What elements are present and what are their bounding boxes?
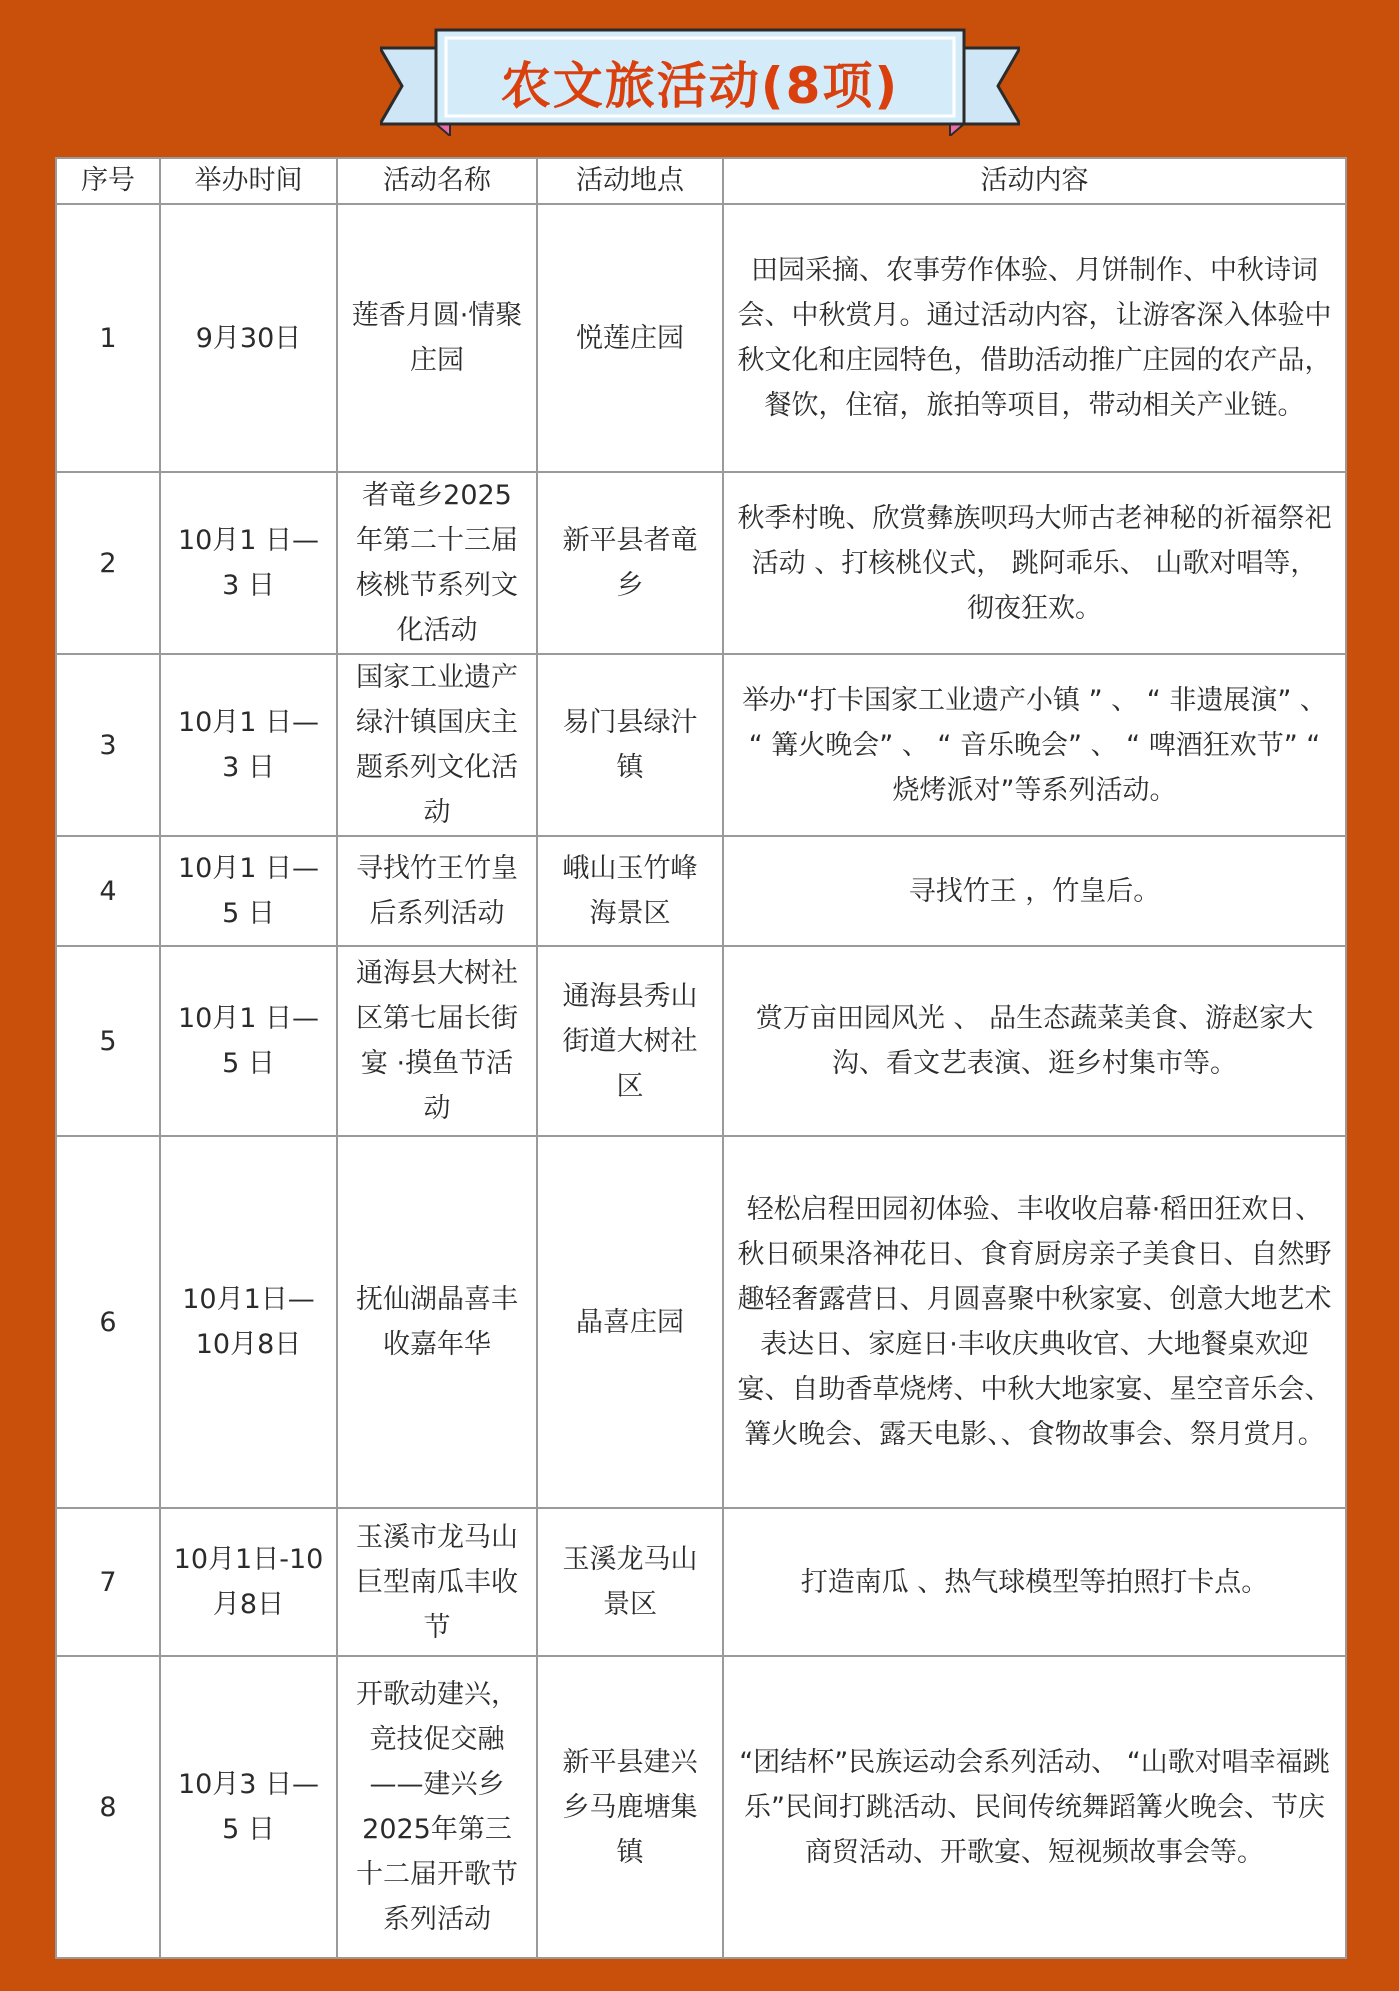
table-row — [56, 836, 1346, 946]
header-name: 活动名称 — [337, 158, 537, 204]
cell-content: 轻松启程田园初体验、丰收收启幕·稻田狂欢日、秋日硕果洛神花日、食育厨房亲子美食日、自然野趣轻奢露营日、月圆喜聚中秋家宴、创意大地艺术表达日、家庭日·丰收庆典收官、大地餐桌欢迎宴、自助香草烧烤、中秋大地家宴、星空音乐会、篝火晚会、露天电影、、食物故事会、祭月赏月。 — [723, 1136, 1346, 1508]
header-content: 活动内容 — [723, 158, 1346, 204]
cell-index: 5 — [56, 946, 160, 1136]
cell-place: 新平县者竜乡 — [537, 472, 723, 654]
activity-table — [55, 157, 1347, 1959]
table-row — [56, 1508, 1346, 1656]
cell-place: 晶喜庄园 — [537, 1136, 723, 1508]
table-row — [56, 946, 1346, 1136]
cell-index: 8 — [56, 1656, 160, 1958]
table-row — [56, 204, 1346, 472]
cell-place: 新平县建兴乡马鹿塘集镇 — [537, 1656, 723, 1958]
table-row — [56, 472, 1346, 654]
cell-time: 10月1 日—5 日 — [160, 836, 337, 946]
header-index: 序号 — [56, 158, 160, 204]
table-row — [56, 654, 1346, 836]
cell-index: 7 — [56, 1508, 160, 1656]
cell-place: 通海县秀山街道大树社区 — [537, 946, 723, 1136]
cell-content: 寻找竹王 ，竹皇后。 — [723, 836, 1346, 946]
cell-content: 赏万亩田园风光 、 品生态蔬菜美食、游赵家大沟、看文艺表演、逛乡村集市等。 — [723, 946, 1346, 1136]
cell-content: 秋季村晚、欣赏彝族呗玛大师古老神秘的祈福祭祀活动 、打核桃仪式， 跳阿乖乐、 山歌对唱等， 彻夜狂欢。 — [723, 472, 1346, 654]
cell-name: 开歌动建兴，竞技促交融——建兴乡2025年第三十二届开歌节系列活动 — [337, 1656, 537, 1958]
cell-time: 10月3 日—5 日 — [160, 1656, 337, 1958]
header-place: 活动地点 — [537, 158, 723, 204]
cell-index: 1 — [56, 204, 160, 472]
table-header-row — [56, 158, 1346, 204]
cell-index: 2 — [56, 472, 160, 654]
cell-content: “团结杯”民族运动会系列活动、 “山歌对唱幸福跳乐”民间打跳活动、民间传统舞蹈篝火晚会、节庆商贸活动、开歌宴、短视频故事会等。 — [723, 1656, 1346, 1958]
cell-content: 举办“打卡国家工业遗产小镇 ” 、 “ 非遗展演” 、 “ 篝火晚会” 、 “ 音乐晚会” 、 “ 啤酒狂欢节” “ 烧烤派对”等系列活动。 — [723, 654, 1346, 836]
cell-index: 6 — [56, 1136, 160, 1508]
page-title: 农文旅活动(8项) — [500, 57, 900, 115]
cell-name: 莲香月圆·情聚庄园 — [337, 204, 537, 472]
title-banner — [380, 28, 1020, 136]
cell-place: 峨山玉竹峰海景区 — [537, 836, 723, 946]
table-row — [56, 1656, 1346, 1958]
cell-time: 9月30日 — [160, 204, 337, 472]
cell-name: 玉溪市龙马山巨型南瓜丰收节 — [337, 1508, 537, 1656]
table-row — [56, 1136, 1346, 1508]
cell-place: 玉溪龙马山景区 — [537, 1508, 723, 1656]
cell-content: 田园采摘、农事劳作体验、月饼制作、中秋诗词会、中秋赏月。通过活动内容，让游客深入体验中秋文化和庄园特色，借助活动推广庄园的农产品，餐饮，住宿，旅拍等项目，带动相关产业链。 — [723, 204, 1346, 472]
cell-name: 通海县大树社区第七届长街宴 ·摸鱼节活动 — [337, 946, 537, 1136]
cell-time: 10月1日—10月8日 — [160, 1136, 337, 1508]
cell-name: 者竜乡2025年第二十三届核桃节系列文化活动 — [337, 472, 537, 654]
cell-name: 抚仙湖晶喜丰收嘉年华 — [337, 1136, 537, 1508]
cell-index: 3 — [56, 654, 160, 836]
cell-name: 寻找竹王竹皇后系列活动 — [337, 836, 537, 946]
cell-place: 悦莲庄园 — [537, 204, 723, 472]
cell-time: 10月1 日—3 日 — [160, 654, 337, 836]
cell-time: 10月1日-10月8日 — [160, 1508, 337, 1656]
header-time: 举办时间 — [160, 158, 337, 204]
cell-time: 10月1 日—5 日 — [160, 946, 337, 1136]
activity-table-container — [55, 157, 1345, 1957]
cell-index: 4 — [56, 836, 160, 946]
cell-time: 10月1 日—3 日 — [160, 472, 337, 654]
cell-place: 易门县绿汁镇 — [537, 654, 723, 836]
cell-content: 打造南瓜 、热气球模型等拍照打卡点。 — [723, 1508, 1346, 1656]
cell-name: 国家工业遗产绿汁镇国庆主题系列文化活动 — [337, 654, 537, 836]
